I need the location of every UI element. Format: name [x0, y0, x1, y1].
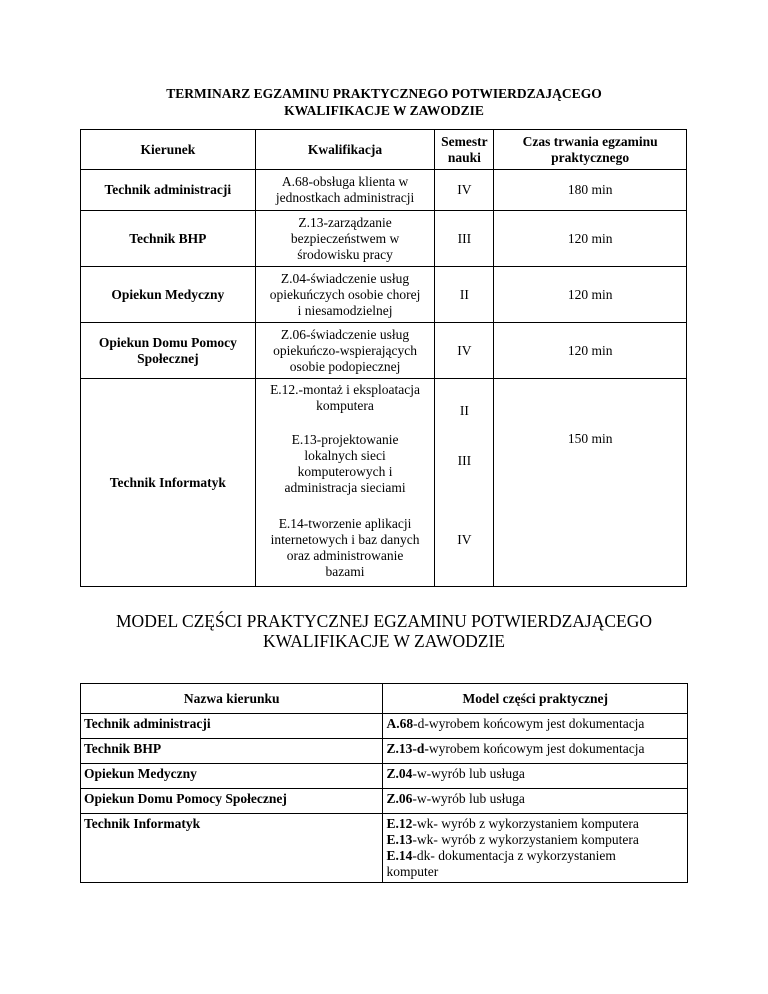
table-row	[81, 323, 687, 379]
model-title-line2: KWALIFIKACJE W ZAWODZIE	[263, 631, 505, 651]
table-row	[81, 739, 688, 764]
model-cell: Z.13-d-wyrobem końcowym jest dokumentacja	[383, 739, 688, 764]
table-row	[81, 267, 687, 323]
model-cell: A.68-d-wyrobem końcowym jest dokumentacja	[383, 714, 688, 739]
table-row	[81, 170, 687, 211]
semestr-cell: IV	[435, 508, 494, 587]
model-cell: Z.06-w-wyrób lub usługa	[383, 789, 688, 814]
kwalifikacja-cell: E.14-tworzenie aplikacji internetowych i baz danych oraz administrowanie bazami	[255, 508, 435, 587]
kwalifikacja-cell: Z.04-świadczenie usług opiekuńczych osobie chorej i niesamodzielnej	[255, 267, 435, 323]
nazwa-cell: Technik Informatyk	[81, 814, 383, 883]
czas-cell: 120 min	[494, 267, 687, 323]
schedule-title-line2: KWALIFIKACJE W ZAWODZIE	[284, 103, 484, 118]
czas-cell: 120 min	[494, 323, 687, 379]
nazwa-cell: Technik administracji	[81, 714, 383, 739]
header-semestr: Semestr nauki	[435, 130, 494, 170]
semestr-cell: IV	[435, 323, 494, 379]
czas-cell: 120 min	[494, 211, 687, 267]
header-czas: Czas trwania egzaminu praktycznego	[494, 130, 687, 170]
model-cell: E.12-wk- wyrób z wykorzystaniem komputera E.13-wk- wyrób z wykorzystaniem komputera E.14-dk- dokumentacja z wykorzystaniem komputer	[383, 814, 688, 883]
nazwa-cell: Technik BHP	[81, 739, 383, 764]
schedule-title	[0, 85, 768, 119]
table-row	[81, 211, 687, 267]
kwalifikacja-cell: E.13-projektowanie lokalnych sieci komputerowych i administracja sieciami	[255, 429, 435, 508]
kierunek-cell: Technik administracji	[81, 170, 256, 211]
schedule-header-row	[81, 130, 687, 170]
nazwa-cell: Opiekun Medyczny	[81, 764, 383, 789]
model-header-row	[81, 684, 688, 714]
header-nazwa: Nazwa kierunku	[81, 684, 383, 714]
kierunek-cell: Opiekun Domu Pomocy Społecznej	[81, 323, 256, 379]
model-title	[0, 611, 768, 651]
schedule-title-line1: TERMINARZ EGZAMINU PRAKTYCZNEGO POTWIERDZAJĄCEGO	[166, 86, 602, 101]
kwalifikacja-cell: E.12.-montaż i eksploatacja komputera	[255, 379, 435, 429]
kwalifikacja-cell: A.68-obsługa klienta w jednostkach administracji	[255, 170, 435, 211]
kierunek-cell: Technik BHP	[81, 211, 256, 267]
nazwa-cell: Opiekun Domu Pomocy Społecznej	[81, 789, 383, 814]
semestr-cell: III	[435, 429, 494, 508]
header-model: Model części praktycznej	[383, 684, 688, 714]
header-kwalifikacja: Kwalifikacja	[255, 130, 435, 170]
kwalifikacja-cell: Z.06-świadczenie usług opiekuńczo-wspierających osobie podopiecznej	[255, 323, 435, 379]
kierunek-cell: Technik Informatyk	[81, 379, 256, 587]
table-row	[81, 379, 687, 429]
semestr-cell: IV	[435, 170, 494, 211]
model-title-line1: MODEL CZĘŚCI PRAKTYCZNEJ EGZAMINU POTWIERDZAJĄCEGO	[116, 611, 652, 631]
table-row	[81, 814, 688, 883]
semestr-cell: II	[435, 267, 494, 323]
table-row	[81, 789, 688, 814]
semestr-cell: II	[435, 379, 494, 429]
table-row	[81, 764, 688, 789]
table-row	[81, 714, 688, 739]
kierunek-cell: Opiekun Medyczny	[81, 267, 256, 323]
semestr-cell: III	[435, 211, 494, 267]
model-cell: Z.04-w-wyrób lub usługa	[383, 764, 688, 789]
header-kierunek: Kierunek	[81, 130, 256, 170]
model-table	[80, 683, 688, 883]
czas-cell: 150 min	[494, 379, 687, 587]
schedule-table	[80, 129, 687, 587]
kwalifikacja-cell: Z.13-zarządzanie bezpieczeństwem w środowisku pracy	[255, 211, 435, 267]
czas-cell: 180 min	[494, 170, 687, 211]
